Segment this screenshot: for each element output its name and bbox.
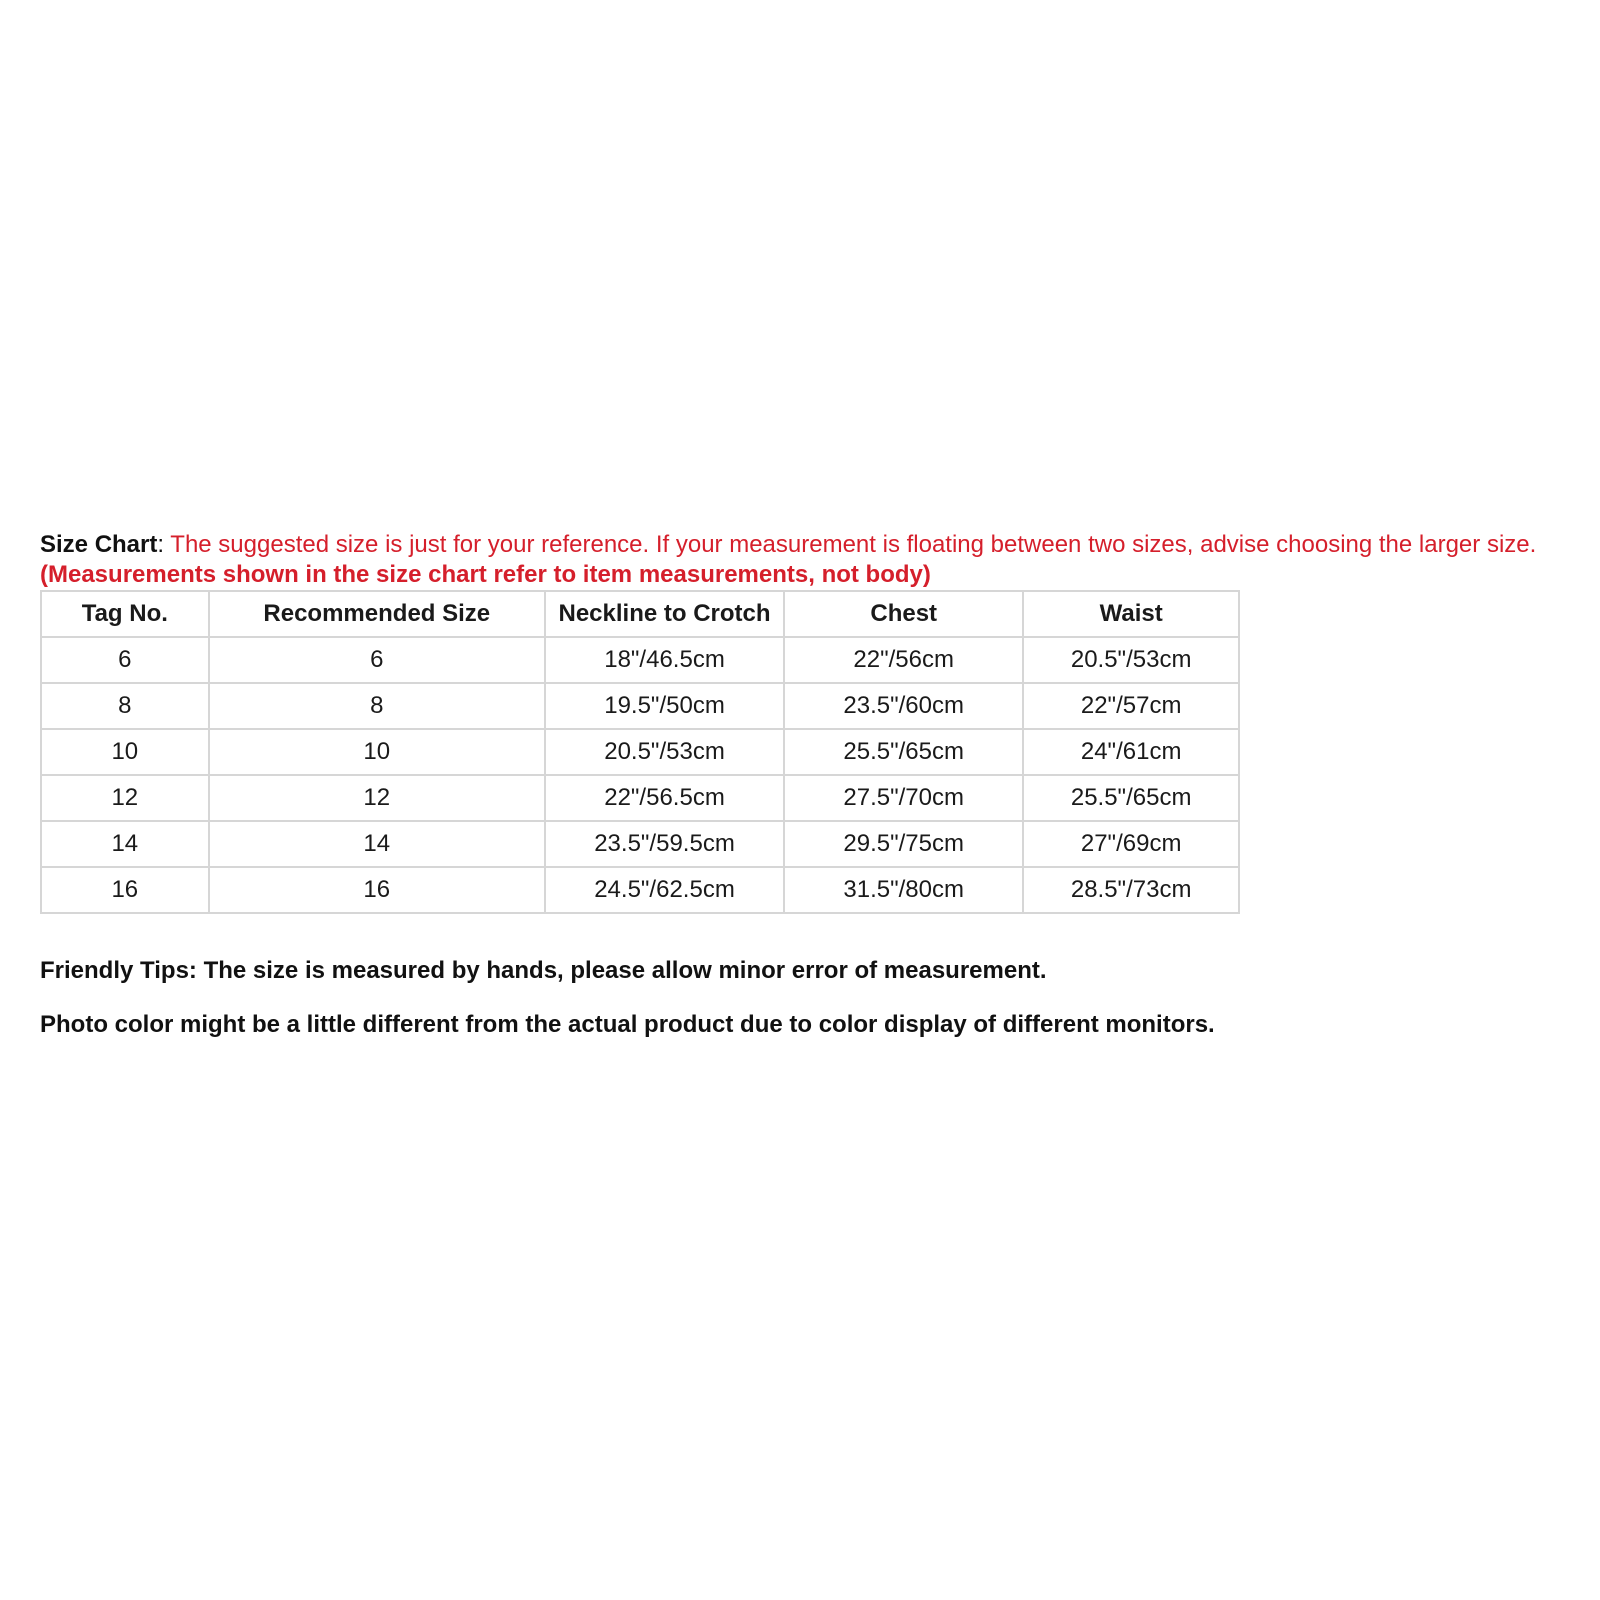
cell-neckline-to-crotch: 20.5"/53cm bbox=[545, 729, 784, 775]
cell-neckline-to-crotch: 23.5"/59.5cm bbox=[545, 821, 784, 867]
cell-recommended-size: 10 bbox=[209, 729, 545, 775]
cell-tag-no: 14 bbox=[41, 821, 209, 867]
cell-waist: 24"/61cm bbox=[1023, 729, 1239, 775]
tip-photo-color: Photo color might be a little different from the actual product due to color display of different monitors. bbox=[40, 1011, 1215, 1038]
cell-neckline-to-crotch: 24.5"/62.5cm bbox=[545, 867, 784, 913]
tip-measurement-error: Friendly Tips: The size is measured by hands, please allow minor error of measurement. bbox=[40, 957, 1047, 984]
size-chart-label: Size Chart bbox=[40, 531, 158, 558]
cell-tag-no: 10 bbox=[41, 729, 209, 775]
cell-chest: 29.5"/75cm bbox=[784, 821, 1023, 867]
cell-recommended-size: 14 bbox=[209, 821, 545, 867]
cell-tag-no: 6 bbox=[41, 637, 209, 683]
cell-chest: 23.5"/60cm bbox=[784, 683, 1023, 729]
size-chart-note: The suggested size is just for your reference. If your measurement is floating between two sizes, advise choosing the larger size. bbox=[164, 531, 1537, 558]
column-header-chest: Chest bbox=[784, 591, 1023, 637]
column-header-neckline-to-crotch: Neckline to Crotch bbox=[545, 591, 784, 637]
table-row bbox=[41, 637, 1239, 683]
table-row bbox=[41, 775, 1239, 821]
size-chart-separator: : bbox=[157, 531, 165, 558]
cell-recommended-size: 16 bbox=[209, 867, 545, 913]
cell-chest: 25.5"/65cm bbox=[784, 729, 1023, 775]
size-chart-section bbox=[40, 530, 1580, 1064]
table-row bbox=[41, 867, 1239, 913]
cell-recommended-size: 6 bbox=[209, 637, 545, 683]
cell-neckline-to-crotch: 18"/46.5cm bbox=[545, 637, 784, 683]
cell-neckline-to-crotch: 19.5"/50cm bbox=[545, 683, 784, 729]
size-chart-intro bbox=[40, 530, 1580, 559]
cell-waist: 25.5"/65cm bbox=[1023, 775, 1239, 821]
table-row bbox=[41, 729, 1239, 775]
cell-neckline-to-crotch: 22"/56.5cm bbox=[545, 775, 784, 821]
column-header-waist: Waist bbox=[1023, 591, 1239, 637]
table-row bbox=[41, 683, 1239, 729]
column-header-tag-no: Tag No. bbox=[41, 591, 209, 637]
measurement-disclaimer: (Measurements shown in the size chart refer to item measurements, not body) bbox=[40, 561, 931, 588]
cell-chest: 31.5"/80cm bbox=[784, 867, 1023, 913]
column-header-recommended-size: Recommended Size bbox=[209, 591, 545, 637]
cell-tag-no: 8 bbox=[41, 683, 209, 729]
cell-waist: 22"/57cm bbox=[1023, 683, 1239, 729]
cell-waist: 27"/69cm bbox=[1023, 821, 1239, 867]
cell-recommended-size: 12 bbox=[209, 775, 545, 821]
cell-waist: 28.5"/73cm bbox=[1023, 867, 1239, 913]
cell-recommended-size: 8 bbox=[209, 683, 545, 729]
friendly-tips bbox=[40, 956, 1580, 1040]
size-table bbox=[40, 590, 1240, 914]
cell-tag-no: 12 bbox=[41, 775, 209, 821]
cell-tag-no: 16 bbox=[41, 867, 209, 913]
cell-chest: 27.5"/70cm bbox=[784, 775, 1023, 821]
table-row bbox=[41, 821, 1239, 867]
table-header-row bbox=[41, 591, 1239, 637]
cell-chest: 22"/56cm bbox=[784, 637, 1023, 683]
cell-waist: 20.5"/53cm bbox=[1023, 637, 1239, 683]
